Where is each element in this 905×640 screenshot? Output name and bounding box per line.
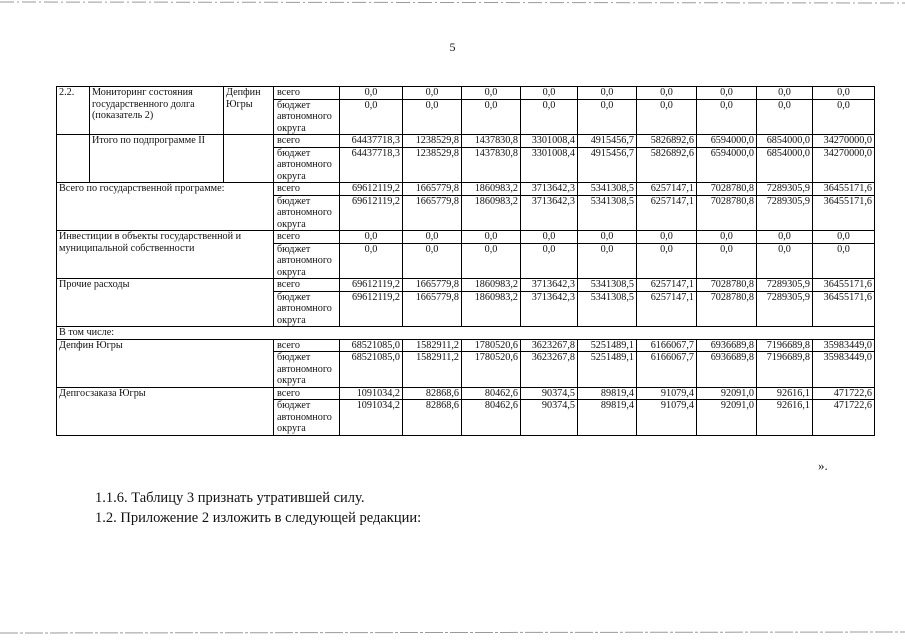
source-type-cell: всего (274, 135, 340, 148)
value-cell: 1780520,6 (462, 339, 521, 352)
scan-edge-bottom (0, 630, 905, 636)
source-type-cell: бюджет автономного округа (274, 195, 340, 231)
value-cell: 0,0 (403, 99, 462, 135)
value-cell: 36455171,6 (813, 291, 875, 327)
source-type-cell: бюджет автономного округа (274, 147, 340, 183)
source-type-cell: всего (274, 183, 340, 196)
value-cell: 6257147,1 (637, 195, 697, 231)
value-cell: 5826892,6 (637, 135, 697, 148)
value-cell: 5341308,5 (578, 183, 637, 196)
value-cell: 7289305,9 (757, 279, 813, 292)
value-cell: 1860983,2 (462, 195, 521, 231)
value-cell: 6257147,1 (637, 291, 697, 327)
value-cell: 69612119,2 (340, 279, 403, 292)
financing-table (56, 86, 875, 436)
value-cell: 1665779,8 (403, 291, 462, 327)
source-type-cell: всего (274, 87, 340, 100)
value-cell: 0,0 (340, 231, 403, 244)
value-cell: 3713642,3 (521, 279, 578, 292)
value-cell: 69612119,2 (340, 291, 403, 327)
source-type-cell: всего (274, 231, 340, 244)
row-name-cell: Итого по подпрограмме II (90, 135, 224, 183)
value-cell: 91079,4 (637, 400, 697, 436)
value-cell: 0,0 (521, 87, 578, 100)
value-cell: 6854000,0 (757, 147, 813, 183)
value-cell: 7289305,9 (757, 183, 813, 196)
value-cell: 7196689,8 (757, 339, 813, 352)
source-type-cell: бюджет автономного округа (274, 291, 340, 327)
row-number-cell: 2.2. (57, 87, 90, 135)
value-cell: 0,0 (521, 231, 578, 244)
value-cell: 1582911,2 (403, 339, 462, 352)
value-cell: 1091034,2 (340, 400, 403, 436)
source-type-cell: бюджет автономного округа (274, 99, 340, 135)
value-cell: 1238529,8 (403, 147, 462, 183)
value-cell: 0,0 (521, 243, 578, 279)
value-cell: 1091034,2 (340, 387, 403, 400)
row-number-cell (57, 135, 90, 183)
value-cell: 6257147,1 (637, 183, 697, 196)
value-cell: 471722,6 (813, 400, 875, 436)
value-cell: 68521085,0 (340, 352, 403, 388)
table-row (57, 387, 875, 400)
value-cell: 4915456,7 (578, 147, 637, 183)
value-cell: 92091,0 (697, 400, 757, 436)
value-cell: 34270000,0 (813, 147, 875, 183)
value-cell: 0,0 (697, 99, 757, 135)
value-cell: 7028780,8 (697, 183, 757, 196)
value-cell: 82868,6 (403, 387, 462, 400)
source-type-cell: всего (274, 339, 340, 352)
value-cell: 5341308,5 (578, 291, 637, 327)
value-cell: 471722,6 (813, 387, 875, 400)
value-cell: 0,0 (757, 243, 813, 279)
value-cell: 1665779,8 (403, 279, 462, 292)
value-cell: 80462,6 (462, 387, 521, 400)
value-cell: 0,0 (462, 87, 521, 100)
value-cell: 0,0 (757, 99, 813, 135)
value-cell: 0,0 (697, 243, 757, 279)
value-cell: 1665779,8 (403, 195, 462, 231)
value-cell: 1665779,8 (403, 183, 462, 196)
scan-edge-top (0, 0, 905, 6)
value-cell: 1780520,6 (462, 352, 521, 388)
value-cell: 0,0 (637, 99, 697, 135)
value-cell: 1437830,8 (462, 147, 521, 183)
value-cell: 0,0 (637, 243, 697, 279)
value-cell: 0,0 (403, 87, 462, 100)
value-cell: 92616,1 (757, 400, 813, 436)
row-name-cell: Всего по государственной программе: (57, 183, 274, 231)
value-cell: 64437718,3 (340, 135, 403, 148)
value-cell: 0,0 (813, 231, 875, 244)
row-name-cell: Инвестиции в объекты государственной и муниципальной собственности (57, 231, 274, 279)
value-cell: 4915456,7 (578, 135, 637, 148)
value-cell: 0,0 (403, 243, 462, 279)
value-cell: 7028780,8 (697, 279, 757, 292)
value-cell: 6594000,0 (697, 135, 757, 148)
value-cell: 35983449,0 (813, 352, 875, 388)
caption-cell: В том числе: (57, 327, 875, 340)
table-row (57, 339, 875, 352)
value-cell: 69612119,2 (340, 183, 403, 196)
source-type-cell: бюджет автономного округа (274, 352, 340, 388)
value-cell: 5251489,1 (578, 339, 637, 352)
value-cell: 0,0 (757, 231, 813, 244)
value-cell: 0,0 (462, 99, 521, 135)
executor-cell: Депфин Югры (224, 87, 274, 135)
table-row (57, 135, 875, 148)
value-cell: 1860983,2 (462, 291, 521, 327)
value-cell: 5341308,5 (578, 279, 637, 292)
value-cell: 0,0 (340, 243, 403, 279)
paragraph-1-1-6: 1.1.6. Таблицу 3 признать утратившей силу. (95, 490, 365, 506)
value-cell: 0,0 (757, 87, 813, 100)
value-cell: 6166067,7 (637, 339, 697, 352)
value-cell: 5251489,1 (578, 352, 637, 388)
source-type-cell: бюджет автономного округа (274, 243, 340, 279)
value-cell: 69612119,2 (340, 195, 403, 231)
value-cell: 0,0 (462, 231, 521, 244)
value-cell: 89819,4 (578, 387, 637, 400)
value-cell: 0,0 (637, 231, 697, 244)
value-cell: 0,0 (697, 87, 757, 100)
row-name-cell: Прочие расходы (57, 279, 274, 327)
value-cell: 1860983,2 (462, 183, 521, 196)
value-cell: 3623267,8 (521, 339, 578, 352)
row-name-cell: Депфин Югры (57, 339, 274, 387)
value-cell: 1238529,8 (403, 135, 462, 148)
value-cell: 6854000,0 (757, 135, 813, 148)
source-type-cell: бюджет автономного округа (274, 400, 340, 436)
value-cell: 1860983,2 (462, 279, 521, 292)
value-cell: 0,0 (521, 99, 578, 135)
value-cell: 1437830,8 (462, 135, 521, 148)
value-cell: 6594000,0 (697, 147, 757, 183)
value-cell: 0,0 (697, 231, 757, 244)
row-name-cell: Мониторинг состояния государственного долга (показатель 2) (90, 87, 224, 135)
value-cell: 6257147,1 (637, 279, 697, 292)
value-cell: 0,0 (578, 243, 637, 279)
value-cell: 68521085,0 (340, 339, 403, 352)
value-cell: 5826892,6 (637, 147, 697, 183)
value-cell: 0,0 (578, 231, 637, 244)
source-type-cell: всего (274, 279, 340, 292)
value-cell: 3623267,8 (521, 352, 578, 388)
value-cell: 7028780,8 (697, 291, 757, 327)
value-cell: 0,0 (578, 99, 637, 135)
value-cell: 3301008,4 (521, 135, 578, 148)
value-cell: 0,0 (340, 99, 403, 135)
value-cell: 3301008,4 (521, 147, 578, 183)
value-cell: 92091,0 (697, 387, 757, 400)
value-cell: 0,0 (637, 87, 697, 100)
value-cell: 0,0 (462, 243, 521, 279)
value-cell: 34270000,0 (813, 135, 875, 148)
value-cell: 91079,4 (637, 387, 697, 400)
value-cell: 7196689,8 (757, 352, 813, 388)
table-row (57, 87, 875, 100)
table-row (57, 231, 875, 244)
value-cell: 0,0 (403, 231, 462, 244)
value-cell: 35983449,0 (813, 339, 875, 352)
table-row (57, 327, 875, 340)
table-row (57, 183, 875, 196)
value-cell: 80462,6 (462, 400, 521, 436)
row-name-cell: Депгосзаказа Югры (57, 387, 274, 435)
value-cell: 36455171,6 (813, 195, 875, 231)
value-cell: 7028780,8 (697, 195, 757, 231)
value-cell: 3713642,3 (521, 291, 578, 327)
paragraph-1-2: 1.2. Приложение 2 изложить в следующей редакции: (95, 510, 422, 526)
page-number: 5 (449, 40, 456, 54)
source-type-cell: всего (274, 387, 340, 400)
value-cell: 90374,5 (521, 400, 578, 436)
value-cell: 64437718,3 (340, 147, 403, 183)
value-cell: 0,0 (813, 87, 875, 100)
value-cell: 92616,1 (757, 387, 813, 400)
value-cell: 36455171,6 (813, 279, 875, 292)
value-cell: 6166067,7 (637, 352, 697, 388)
table-row (57, 279, 875, 292)
value-cell: 7289305,9 (757, 195, 813, 231)
value-cell: 89819,4 (578, 400, 637, 436)
value-cell: 0,0 (813, 243, 875, 279)
value-cell: 0,0 (813, 99, 875, 135)
value-cell: 3713642,3 (521, 195, 578, 231)
executor-cell (224, 135, 274, 183)
value-cell: 90374,5 (521, 387, 578, 400)
value-cell: 6936689,8 (697, 339, 757, 352)
value-cell: 6936689,8 (697, 352, 757, 388)
value-cell: 36455171,6 (813, 183, 875, 196)
value-cell: 3713642,3 (521, 183, 578, 196)
value-cell: 82868,6 (403, 400, 462, 436)
value-cell: 0,0 (340, 87, 403, 100)
closing-quote: ». (818, 458, 828, 473)
value-cell: 7289305,9 (757, 291, 813, 327)
value-cell: 0,0 (578, 87, 637, 100)
value-cell: 1582911,2 (403, 352, 462, 388)
value-cell: 5341308,5 (578, 195, 637, 231)
